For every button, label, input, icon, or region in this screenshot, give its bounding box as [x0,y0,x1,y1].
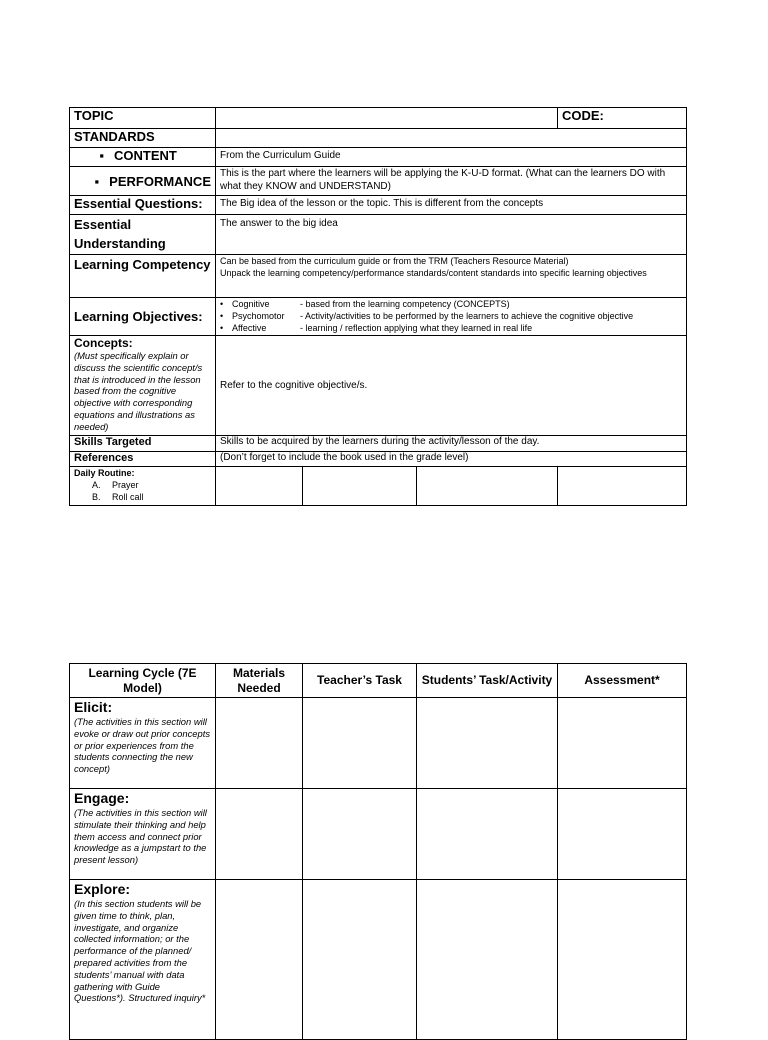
concepts-label: Concepts: [74,336,133,350]
cell [558,698,687,789]
content-label: CONTENT [114,148,177,163]
concepts-value: Refer to the cognitive objective/s. [216,336,687,436]
learning-objectives-value [216,298,687,336]
content-row: ▪ CONTENT [70,148,216,167]
phase-note: (The activities in this section will stimulate their thinking and help them access and connect prior knowledge as a jumpstart to the present lesson) [74,807,207,866]
routine-item: B. Roll call [92,492,144,502]
cell [303,789,417,880]
skills-value: Skills to be acquired by the learners during the activity/lesson of the day. [216,436,687,452]
phase-engage [70,789,216,880]
cell [417,789,558,880]
competency-line-1: Can be based from the curriculum guide or from the TRM (Teachers Resource Material) [220,256,569,266]
performance-row: ▪ PERFORMANCE [70,167,216,196]
references-label: References [70,452,216,467]
header-teachers-task: Teacher’s Task [303,664,417,698]
cell [303,880,417,1040]
topic-value [216,108,558,129]
essential-understanding-label: Essential Understanding [70,215,216,255]
cell [558,880,687,1040]
phase-name: Engage: [74,790,130,806]
essential-understanding-value: The answer to the big idea [216,215,687,255]
performance-label: PERFORMANCE [109,173,211,189]
header-learning-cycle: Learning Cycle (7E Model) [70,664,216,698]
header-materials: Materials Needed [216,664,303,698]
objective-item: • Psychomotor - Activity/activities to be performed by the learners to achieve the cognitive objective [220,311,634,321]
objective-item: • Affective - learning / reflection applying what they learned in real life [220,323,533,333]
phase-name: Elicit: [74,699,113,715]
phase-name: Explore: [74,881,131,897]
concepts-cell [70,336,216,436]
routine-col [303,467,417,506]
cell [303,698,417,789]
cell [417,880,558,1040]
content-value: From the Curriculum Guide [216,148,687,167]
concepts-note: (Must specifically explain or discuss the scientific concept/s that is introduced in the lesson based from the cognitive objective with corresponding equations and illustrations as needed) [74,350,203,432]
routine-col [558,467,687,506]
lesson-plan-table [69,107,687,506]
routine-item: A. Prayer [92,480,139,490]
objective-item: • Cognitive - based from the learning competency (CONCEPTS) [220,299,510,309]
routine-col [216,467,303,506]
cell [216,789,303,880]
learning-competency-value [216,255,687,298]
essential-questions-value: The Big idea of the lesson or the topic. This is different from the concepts [216,196,687,215]
header-students-task: Students’ Task/Activity [417,664,558,698]
competency-line-2: Unpack the learning competency/performance standards/content standards into specific learning objectives [220,267,647,278]
standards-value [216,129,687,148]
phase-elicit [70,698,216,789]
standards-label: STANDARDS [70,129,216,148]
phase-explore [70,880,216,1040]
learning-cycle-table [69,663,687,1040]
phase-note: (The activities in this section will evoke or draw out prior concepts or prior experiences from the students connecting the new concept) [74,716,211,775]
code-label: CODE: [558,108,687,129]
routine-col [417,467,558,506]
daily-routine-cell [70,467,216,506]
phase-note: (In this section students will be given time to think, plan, investigate, and organize collected information; or the performance of the planned/ prepared activities from the students’ manual with data gathering with Guide Questions*). Structured inquiry* [74,898,206,1004]
cell [417,698,558,789]
learning-competency-label: Learning Competency [70,255,216,298]
performance-value: This is the part where the learners will be applying the K-U-D format. (What can the learners DO with what they KNOW and UNDERSTAND) [216,167,687,196]
cell [216,880,303,1040]
header-assessment: Assessment* [558,664,687,698]
references-value: (Don’t forget to include the book used in the grade level) [216,452,687,467]
learning-objectives-label: Learning Objectives: [70,298,216,336]
skills-label: Skills Targeted [70,436,216,452]
cell [216,698,303,789]
essential-questions-label: Essential Questions: [70,196,216,215]
cell [558,789,687,880]
daily-routine-label: Daily Routine: [74,468,135,478]
topic-label: TOPIC [70,108,216,129]
